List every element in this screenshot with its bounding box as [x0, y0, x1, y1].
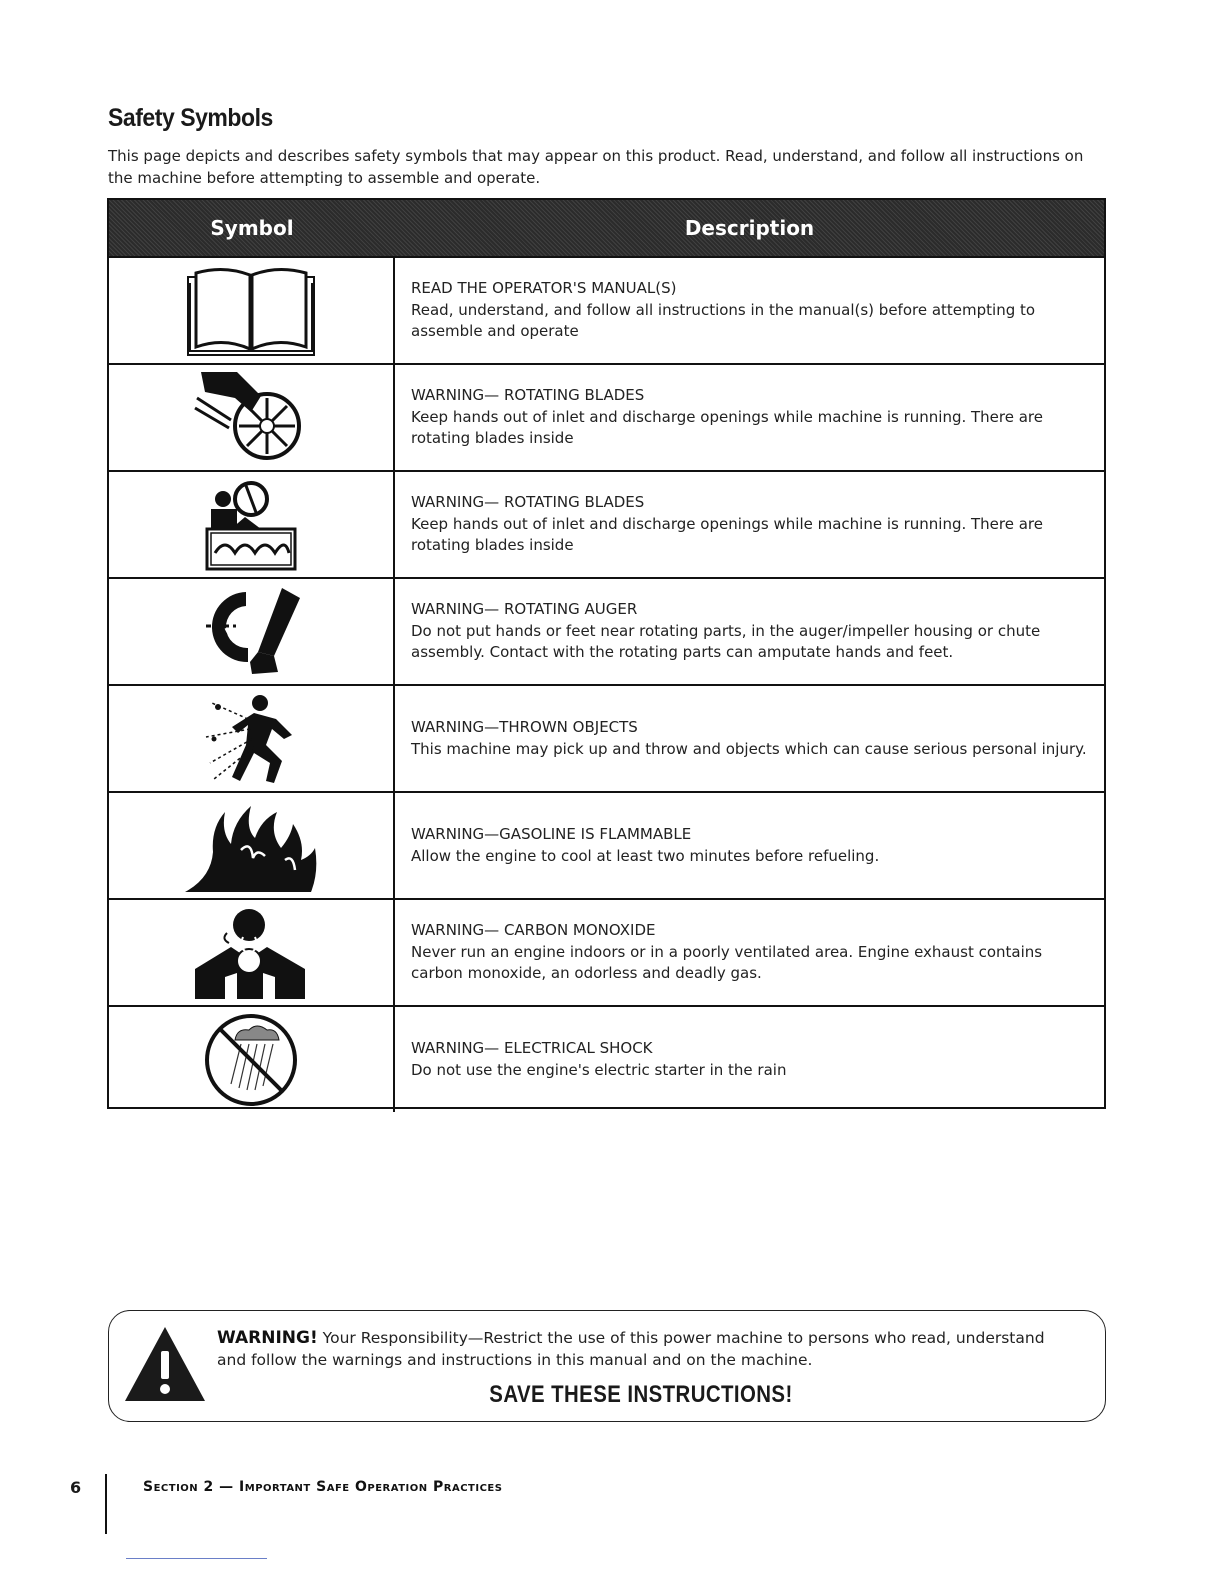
row-text: Do not use the engine's electric starter in the rain: [411, 1060, 787, 1079]
page-number: 6: [70, 1478, 82, 1497]
rotating-blades-hand-icon: [191, 368, 311, 468]
row-text: Keep hands out of inlet and discharge openings while machine is running. There are rotating blades inside: [411, 514, 1043, 555]
table-row: [109, 791, 1104, 898]
row-text: Do not put hands or feet near rotating parts, in the auger/impeller housing or chute assembly. Contact with the rotating parts can amputate hands and feet.: [411, 621, 1041, 662]
flammable-fire-icon: [181, 798, 321, 894]
table-row: [109, 363, 1104, 470]
row-title: WARNING—THROWN OBJECTS: [411, 718, 638, 736]
warning-text: Your Responsibility—Restrict the use of this power machine to persons who read, understand and follow the warnings and instructions in this manual and on the machine.: [217, 1329, 1045, 1369]
bottom-rule: [126, 1558, 267, 1559]
responsibility-warning-box: [108, 1310, 1106, 1422]
table-row: [109, 684, 1104, 791]
intro-paragraph: This page depicts and describes safety symbols that may appear on this product. Read, understand, and follow all instructions on the machine before attempting to assemble and operate.: [108, 147, 1084, 187]
row-text: Keep hands out of inlet and discharge openings while machine is running. There are rotating blades inside: [411, 407, 1043, 448]
save-instructions: SAVE THESE INSTRUCTIONS!: [489, 1381, 793, 1408]
table-header: [109, 200, 1104, 256]
page-title: Safety Symbols: [108, 104, 273, 132]
row-text: This machine may pick up and throw and objects which can cause serious personal injury.: [411, 739, 1087, 758]
table-row: [109, 898, 1104, 1005]
table-row: [109, 256, 1104, 363]
row-text: Allow the engine to cool at least two minutes before refueling.: [411, 846, 880, 865]
safety-symbols-table: [107, 198, 1106, 1109]
warning-label: WARNING!: [217, 1328, 318, 1348]
carbon-monoxide-icon: [191, 903, 311, 1003]
table-row: [109, 1005, 1104, 1112]
row-title: READ THE OPERATOR'S MANUAL(S): [411, 279, 677, 298]
rotating-blades-housing-icon: [201, 477, 301, 573]
table-row: [109, 577, 1104, 684]
row-title: WARNING— ROTATING BLADES: [411, 386, 645, 405]
footer-divider: [105, 1474, 107, 1534]
operators-manual-icon: [176, 263, 326, 359]
row-title: WARNING— ELECTRICAL SHOCK: [411, 1039, 653, 1057]
no-rain-electrical-icon: [201, 1010, 301, 1110]
row-title: WARNING—GASOLINE IS FLAMMABLE: [411, 825, 692, 843]
section-title: Section 2 — Important Safe Operation Practices: [143, 1479, 503, 1495]
header-description: Description: [684, 216, 815, 240]
row-title: WARNING— CARBON MONOXIDE: [411, 921, 656, 940]
row-title: WARNING— ROTATING BLADES: [411, 493, 645, 512]
header-symbol: Symbol: [210, 216, 294, 240]
row-text: Never run an engine indoors or in a poorly ventilated area. Engine exhaust contains carbon monoxide, an odorless and deadly gas.: [411, 942, 1043, 983]
thrown-objects-icon: [196, 689, 306, 789]
row-text: Read, understand, and follow all instructions in the manual(s) before attempting to assemble and operate: [411, 300, 1036, 341]
table-row: [109, 470, 1104, 577]
row-title: WARNING— ROTATING AUGER: [411, 600, 638, 619]
rotating-auger-icon: [196, 582, 306, 682]
